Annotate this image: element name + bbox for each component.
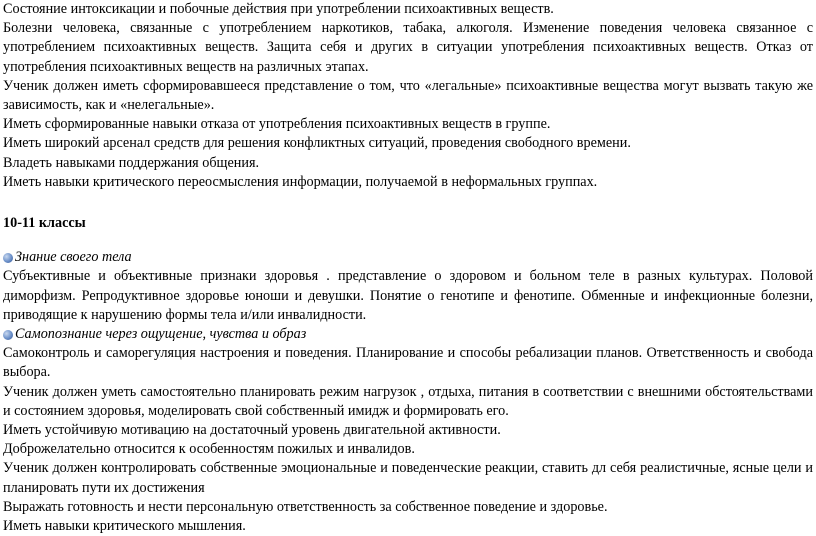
paragraph: Иметь сформированные навыки отказа от употребления психоактивных веществ в группе. — [3, 116, 551, 133]
paragraph: Иметь навыки критического мышления. — [3, 518, 246, 535]
paragraph: Иметь широкий арсенал средств для решения конфликтных ситуаций, проведения свободного времени. — [3, 135, 631, 152]
paragraph: Состояние интоксикации и побочные действия при употреблении психоактивных веществ. — [3, 1, 554, 17]
topic-title — [3, 325, 813, 344]
paragraph: Самоконтроль и саморегуляция настроения и поведения. Планирование и способы ребализации планов. Ответственность и свобода выбора. — [3, 345, 813, 381]
paragraph: Субъективные и объективные признаки здоровья . представление о здоровом и больном теле в разных культурах. Половой диморфизм. Репродуктивное здоровье юноши и девушки. Понятие о генотипе и фенотипе. Обменные и инфекционные болезни, приводящие к нарушению формы тела и/или инвалидности. — [3, 268, 813, 323]
section-heading: 10-11 классы — [3, 215, 86, 232]
topic-title-text: Самопознание через ощущение, чувства и образ — [15, 326, 307, 343]
bullet-icon — [3, 253, 13, 263]
paragraph: Ученик должен иметь сформировавшееся представление о том, что «легальные» психоактивные вещества могут вызвать такую же зависимость, как и «нелегальные». — [3, 77, 813, 114]
paragraph: Доброжелательно относится к особенностям пожилых и инвалидов. — [3, 441, 415, 458]
paragraph: Ученик должен контролировать собственные эмоциональные и поведенческие реакции, ставить дл себя реалистичные, ясные цели и планировать пути их достижения — [3, 460, 813, 496]
paragraph: Иметь устойчивую мотивацию на достаточный уровень двигательной активности. — [3, 422, 501, 439]
paragraph: Владеть навыками поддержания общения. — [3, 154, 260, 171]
spacer — [3, 233, 813, 248]
spacer — [3, 192, 813, 214]
bullet-icon — [3, 330, 13, 340]
paragraph: Болезни человека, связанные с употреблением наркотиков, табака, алкоголя. Изменение поведения человека связанное с употреблением психоактивных веществ. Защита себя и других в ситуации употребления психоактивных веществ. Отказ от употребления психоактивных веществ на различных этапах. — [3, 20, 813, 75]
topic-title-text: Знание своего тела — [15, 249, 132, 266]
paragraph: Иметь навыки критического переосмысления информации, получаемой в неформальных группах. — [3, 173, 598, 190]
paragraph: Ученик должен уметь самостоятельно планировать режим нагрузок , отдыха, питания в соответствии с внешними обстоятельствами и состоянием здоровья, моделировать свой собственный имидж и формировать его. — [3, 383, 813, 419]
topic-title — [3, 248, 813, 267]
paragraph: Выражать готовность и нести персональную ответственность за собственное поведение и здоровье. — [3, 498, 608, 515]
